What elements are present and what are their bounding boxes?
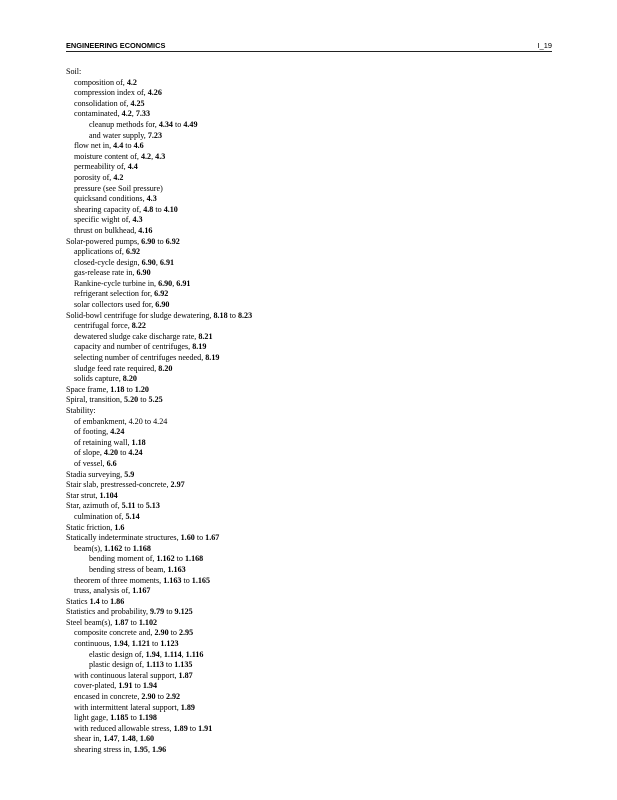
index-entry [66, 406, 552, 417]
page-number: I_19 [537, 41, 552, 50]
index-subentry [66, 734, 552, 745]
entry-text: , [181, 649, 186, 659]
entry-text: Spiral, transition, [66, 395, 124, 405]
page-reference: 5.14 [125, 511, 140, 521]
index-subentry [66, 205, 552, 216]
page-reference: 1.163 [167, 564, 186, 574]
page-reference: 6.91 [176, 278, 191, 288]
page-reference: 6.6 [106, 458, 117, 468]
entry-text: of retaining wall, [74, 437, 132, 447]
entry-text: moisture content of, [74, 151, 141, 161]
entry-text: capacity and number of centrifuges, [74, 342, 193, 352]
index-subentry [66, 576, 552, 587]
index-entry [66, 311, 552, 322]
entry-text: to [118, 448, 129, 458]
entry-text: pressure (see Soil pressure) [74, 183, 163, 193]
index-entry [66, 491, 552, 502]
index-subentry [66, 565, 552, 576]
page-reference: 8.19 [205, 353, 220, 363]
index-subentry [66, 554, 552, 565]
page-reference: 1.165 [191, 575, 211, 585]
page-reference: 1.162 [104, 543, 123, 553]
index-subentry [66, 459, 552, 470]
index-subentry [66, 194, 552, 205]
entry-text: to [150, 639, 161, 649]
entry-text: plastic design of, [89, 660, 147, 670]
index-subentry [66, 300, 552, 311]
page-reference: 7.23 [147, 130, 162, 140]
entry-text: centrifugal force, [74, 321, 132, 331]
entry-text: theorem of three moments, [74, 575, 164, 585]
page-reference: 2.90 [141, 692, 156, 702]
page-reference: 4.6 [133, 141, 144, 151]
entry-text: closed-cycle design, [74, 257, 142, 267]
entry-text: to [122, 543, 133, 553]
page-reference: 1.123 [160, 639, 179, 649]
index-subentry [66, 279, 552, 290]
page-reference: 1.104 [99, 490, 118, 500]
index-subentry [66, 512, 552, 523]
entry-text: to [227, 310, 238, 320]
index-subentry [66, 353, 552, 364]
entry-text: shearing capacity of, [74, 204, 144, 214]
entry-text: solar collectors used for, [74, 300, 156, 310]
index-subentry [66, 152, 552, 163]
entry-text: to [135, 501, 146, 511]
page-reference: 1.89 [180, 702, 195, 712]
entry-text: to [155, 692, 166, 702]
index-subentry [66, 321, 552, 332]
index-entry [66, 237, 552, 248]
entry-text: to [168, 628, 179, 638]
page-reference: 1.94 [113, 639, 128, 649]
entry-text: Solar-powered pumps, [66, 236, 142, 246]
entry-text: thrust on bulkhead, [74, 225, 139, 235]
index-entry [66, 67, 552, 78]
page-reference: 6.90 [141, 236, 156, 246]
entry-text: composite concrete and, [74, 628, 155, 638]
entry-text: shear in, [74, 734, 104, 744]
page-reference: 1.87 [178, 670, 193, 680]
page-reference: 1.102 [138, 617, 158, 627]
page-reference: 1.94 [145, 649, 160, 659]
index-entry [66, 395, 552, 406]
index-subentry [66, 417, 552, 428]
entry-text: , [147, 745, 153, 754]
entry-text: to [174, 554, 185, 564]
page-reference: 1.60 [139, 734, 155, 744]
entry-text: to [155, 236, 166, 246]
entry-text: to [181, 575, 192, 585]
index-subentry [66, 586, 552, 597]
page-reference: 9.125 [174, 607, 193, 617]
page-reference: 1.4 [89, 596, 100, 606]
entry-text: with continuous lateral support, [74, 670, 179, 680]
page-reference: 1.47 [103, 734, 118, 744]
page-reference: 4.2 [126, 77, 137, 87]
page-reference: 5.25 [148, 395, 163, 405]
index-subentry [66, 173, 552, 184]
entry-text: specific wight of, [74, 215, 133, 225]
entry-text: and water supply, [89, 130, 148, 140]
page-reference: 5.11 [121, 501, 136, 511]
page-reference: 4.4 [113, 141, 124, 151]
page-reference: 1.198 [138, 713, 157, 723]
entry-text: Stadia surveying, [66, 469, 125, 479]
entry-text: to [128, 713, 139, 723]
entry-text: Star, azimuth of, [66, 501, 122, 511]
entry-text: sludge feed rate required, [74, 363, 159, 373]
page-reference: 1.163 [163, 575, 182, 585]
index-subentry [66, 215, 552, 226]
page-reference: 1.121 [131, 639, 151, 649]
page-reference: 4.34 [158, 119, 173, 129]
page-reference: 1.87 [114, 617, 129, 627]
page-reference: 5.13 [145, 501, 160, 511]
entry-text: light gage, [74, 713, 111, 723]
header-rule [66, 51, 552, 52]
page-reference: 4.8 [143, 204, 154, 214]
index-subentry [66, 99, 552, 110]
index-subentry [66, 247, 552, 258]
entry-text: to [138, 395, 149, 405]
index-subentry [66, 628, 552, 639]
entry-text: porosity of, [74, 172, 114, 182]
entry-text: dewatered sludge cake discharge rate, [74, 331, 199, 341]
page-reference: 4.26 [147, 88, 162, 98]
entry-text: compression index of, [74, 88, 148, 98]
entry-text: of footing, [74, 427, 111, 437]
index-list [66, 67, 552, 756]
entry-text: bending moment of, [89, 554, 157, 564]
entry-text: , [172, 278, 177, 288]
entry-text: of slope, [74, 448, 104, 458]
page-reference: 1.116 [185, 649, 204, 659]
page-reference: 1.114 [163, 649, 182, 659]
index-subentry [66, 109, 552, 120]
page-reference: 8.23 [237, 310, 253, 320]
index-subentry [66, 681, 552, 692]
page-reference: 8.18 [213, 310, 228, 320]
page-reference: 1.168 [185, 554, 204, 564]
entry-text: , [117, 734, 122, 744]
entry-text: Star strut, [66, 490, 100, 500]
entry-text: Rankine-cycle turbine in, [74, 278, 159, 288]
entry-text: , [131, 109, 136, 119]
entry-text: shearing stress in, [74, 745, 134, 754]
entry-text: Solid-bowl centrifuge for sludge dewatering, [66, 310, 214, 320]
entry-text: to [194, 533, 206, 543]
index-subentry [66, 78, 552, 89]
entry-text: beam(s), [74, 543, 105, 553]
index-subentry [66, 131, 552, 142]
page-reference: 6.92 [165, 236, 180, 246]
entry-text: of vessel, [74, 458, 107, 468]
page-reference: 1.95 [133, 745, 148, 754]
page-reference: 4.10 [163, 204, 178, 214]
page-reference: 8.20 [158, 363, 173, 373]
index-subentry [66, 342, 552, 353]
entry-text: to [128, 617, 139, 627]
page-reference: 7.33 [135, 109, 150, 119]
index-subentry [66, 268, 552, 279]
page-reference: 4.3 [155, 151, 166, 161]
page-reference: 1.185 [110, 713, 129, 723]
page-reference: 4.2 [140, 151, 152, 161]
entry-text: with reduced allowable stress, [74, 723, 174, 733]
entry-text: Space frame, [66, 384, 111, 394]
page-reference: 1.60 [180, 533, 195, 543]
index-entry [66, 618, 552, 629]
index-subentry [66, 724, 552, 735]
running-title: ENGINEERING ECONOMICS [66, 41, 166, 50]
page-reference: 1.91 [198, 723, 213, 733]
page-reference: 1.86 [110, 596, 125, 606]
page-reference: 1.67 [205, 533, 220, 543]
index-subentry [66, 671, 552, 682]
page-reference: 8.21 [198, 331, 213, 341]
page-reference: 1.48 [121, 734, 136, 744]
entry-text: cleanup methods for, [89, 119, 159, 129]
index-subentry [66, 660, 552, 671]
index-entry [66, 480, 552, 491]
entry-text: truss, analysis of, [74, 586, 133, 596]
page-reference: 5.20 [124, 395, 139, 405]
entry-text: to [163, 660, 175, 670]
index-subentry [66, 427, 552, 438]
index-entry [66, 597, 552, 608]
page-reference: 1.91 [118, 681, 133, 691]
index-subentry [66, 374, 552, 385]
page-reference: 2.92 [165, 692, 181, 702]
page-reference: 6.92 [154, 289, 169, 299]
page-reference: 4.24 [128, 448, 143, 458]
page-reference: 1.96 [152, 745, 167, 754]
entry-text: , [155, 257, 160, 267]
entry-text: Statically indeterminate structures, [66, 533, 181, 543]
page-reference: 1.18 [131, 437, 146, 447]
page-reference: 8.22 [131, 321, 146, 331]
index-subentry [66, 713, 552, 724]
entry-text: selecting number of centrifuges needed, [74, 353, 206, 363]
page-reference: 4.16 [138, 225, 153, 235]
index-subentry [66, 88, 552, 99]
index-entry [66, 533, 552, 544]
page-reference: 9.79 [150, 607, 165, 617]
index-subentry [66, 544, 552, 555]
entry-text: Stair slab, prestressed-concrete, [66, 480, 171, 490]
page-reference: 4.3 [146, 194, 157, 204]
entry-text: to [124, 384, 135, 394]
page-reference: 1.6 [114, 522, 125, 532]
index-entry [66, 607, 552, 618]
page-reference: 4.2 [113, 172, 124, 182]
entry-text: refrigerant selection for, [74, 289, 155, 299]
entry-text: consolidation of, [74, 98, 131, 108]
index-entry [66, 501, 552, 512]
page-reference: 1.20 [134, 384, 149, 394]
entry-text: Static friction, [66, 522, 115, 532]
entry-text: quicksand conditions, [74, 194, 147, 204]
entry-text: composition of, [74, 77, 127, 87]
entry-text: elastic design of, [89, 649, 146, 659]
page-reference: 6.90 [158, 278, 173, 288]
index-entry [66, 470, 552, 481]
entry-text: to [132, 681, 143, 691]
index-entry [66, 385, 552, 396]
index-subentry [66, 184, 552, 195]
entry-text: culmination of, [74, 511, 126, 521]
page-reference: 1.113 [146, 660, 164, 670]
page-reference: 1.94 [142, 681, 158, 691]
page-reference: 4.4 [127, 162, 138, 172]
entry-text: Statics [66, 596, 90, 606]
page-reference: 1.162 [156, 554, 175, 564]
page-reference: 2.90 [154, 628, 169, 638]
index-subentry [66, 226, 552, 237]
page-reference: 4.25 [130, 98, 145, 108]
entry-text: to [153, 204, 164, 214]
entry-text: to [172, 119, 184, 129]
entry-text: to [99, 596, 111, 606]
entry-text: flow net in, [74, 141, 114, 151]
page-reference: 4.2 [121, 109, 132, 119]
page-reference: 4.24 [110, 427, 125, 437]
page-reference: 1.18 [110, 384, 125, 394]
index-subentry [66, 703, 552, 714]
entry-text: , [159, 649, 164, 659]
index-subentry [66, 692, 552, 703]
entry-text: permeability of, [74, 162, 128, 172]
index-subentry [66, 162, 552, 173]
entry-text: Steel beam(s), [66, 617, 115, 627]
page-reference: 1.135 [174, 660, 193, 670]
page-reference: 1.89 [173, 723, 188, 733]
index-subentry [66, 650, 552, 661]
entry-text: with intermittent lateral support, [74, 702, 181, 712]
entry-text: applications of, [74, 247, 126, 257]
entry-text: bending stress of beam, [89, 564, 168, 574]
page-reference: 1.167 [132, 586, 151, 596]
entry-text: Stability: [66, 406, 96, 415]
entry-text: solids capture, [74, 374, 123, 384]
entry-text: to [187, 723, 199, 733]
index-subentry [66, 120, 552, 131]
index-subentry [66, 745, 552, 756]
page-reference: 6.90 [141, 257, 156, 267]
page-reference: 8.19 [192, 342, 207, 352]
index-subentry [66, 438, 552, 449]
page-reference: 2.95 [178, 628, 194, 638]
page-reference: 6.92 [125, 247, 141, 257]
page-reference: 6.90 [155, 300, 170, 310]
page-reference: 2.97 [170, 480, 185, 490]
page-reference: 6.91 [159, 257, 175, 267]
entry-text: , [135, 734, 140, 744]
page-reference: 4.49 [183, 119, 198, 129]
index-subentry [66, 332, 552, 343]
page-reference: 8.20 [122, 374, 137, 384]
entry-text: to [123, 141, 134, 151]
entry-text: cover-plated, [74, 681, 119, 691]
index-subentry [66, 141, 552, 152]
index-subentry [66, 289, 552, 300]
entry-text: , [127, 639, 132, 649]
index-subentry [66, 364, 552, 375]
entry-text: contaminated, [74, 109, 122, 119]
entry-text: encased in concrete, [74, 692, 142, 702]
entry-text: Soil: [66, 67, 82, 76]
entry-text: , [151, 151, 156, 161]
entry-text: of embankment, 4.20 to 4.24 [74, 416, 168, 426]
index-entry [66, 523, 552, 534]
page-reference: 5.9 [124, 469, 135, 479]
index-subentry [66, 258, 552, 269]
entry-text: Statistics and probability, [66, 607, 150, 617]
page-reference: 6.90 [136, 268, 151, 278]
entry-text: gas-release rate in, [74, 268, 137, 278]
index-subentry [66, 639, 552, 650]
entry-text: to [164, 607, 175, 617]
page-reference: 1.168 [132, 543, 151, 553]
index-subentry [66, 448, 552, 459]
entry-text: continuous, [74, 639, 114, 649]
page-reference: 4.20 [103, 448, 119, 458]
page-reference: 4.3 [132, 215, 143, 225]
